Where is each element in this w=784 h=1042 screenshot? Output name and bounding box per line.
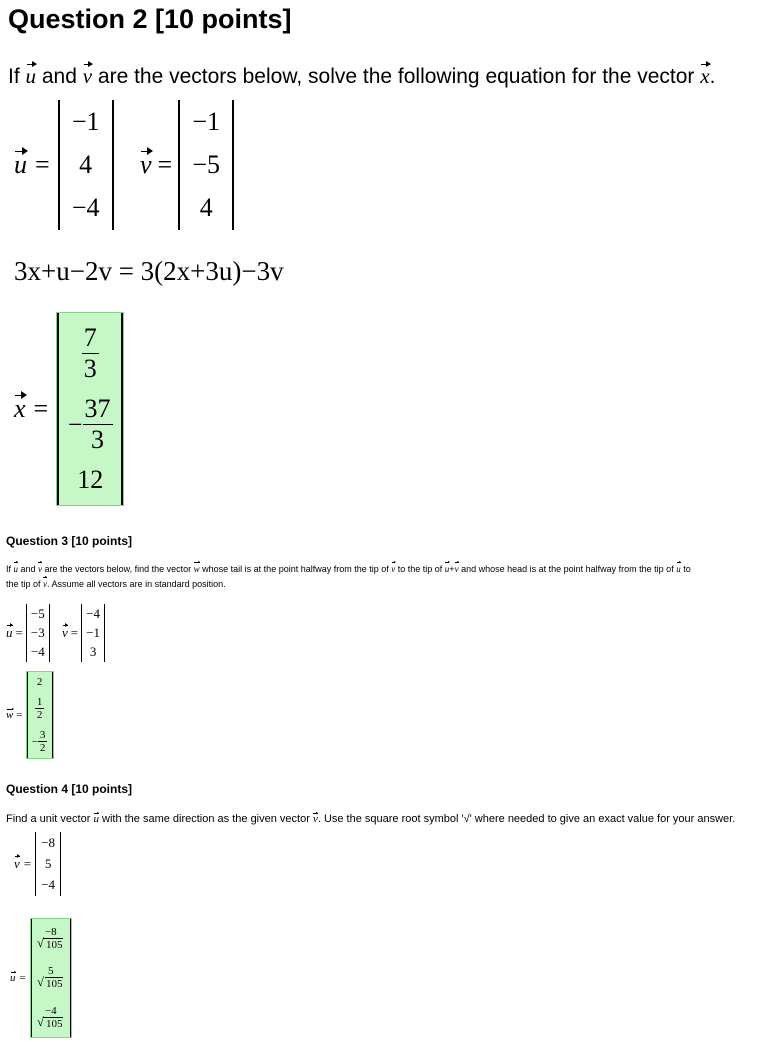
- question-2-title: Question 2 [10 points]: [8, 4, 292, 34]
- q4-v-matrix: [35, 832, 61, 896]
- matrix-cell: −4: [41, 877, 56, 893]
- matrix-cell: −5: [30, 605, 45, 621]
- q3-answer-matrix: [26, 671, 54, 759]
- question-3-prompt: If u and v are the vectors below, find the vector w whose tail is at the point halfway from the tip of v to the tip of u+v and whose head is at the point halfway from the tip of u to the tip of v. Assume all vectors are in standard position.: [6, 562, 782, 592]
- q2-u-matrix: [58, 100, 114, 230]
- answer-cell-2: $\frac{1}{2}$: [36, 696, 43, 721]
- matrix-cell: −5: [192, 149, 221, 179]
- q3-vector-u: u = −5 −3 −4: [6, 604, 50, 662]
- answer-cell-1: 2: [36, 676, 43, 688]
- matrix-cell: −1: [192, 106, 221, 136]
- matrix-cell: 4: [79, 149, 93, 179]
- answer-cell-1: $\frac{7}{3}$: [83, 323, 97, 383]
- q3-v-matrix: [81, 604, 105, 662]
- question-3-title: Question 3 [10 points]: [6, 534, 133, 548]
- q2-equation: 3x+u−2v = 3(2x+3u)−3v: [14, 256, 284, 286]
- question-4-title: Question 4 [10 points]: [6, 782, 133, 796]
- q3-vector-v: v = −4 −1 3: [62, 604, 105, 662]
- q2-vector-u: u = −1 4 −4: [14, 100, 114, 230]
- q4-answer: u = −8 √ 105 5 √ 105 −4 √ 105: [10, 918, 72, 1038]
- answer-cell-3: 12: [77, 465, 104, 494]
- matrix-cell: −1: [86, 624, 101, 640]
- answer-cell-1: −8 √ 105: [36, 926, 66, 951]
- answer-cell-2: 5 √ 105: [36, 965, 66, 990]
- question-2-prompt: If u and v are the vectors below, solve the following equation for the vector x.: [8, 64, 716, 88]
- matrix-cell: −1: [71, 106, 100, 136]
- matrix-cell: −3: [30, 624, 45, 640]
- q2-v-matrix: [178, 100, 234, 230]
- question-4-prompt: Find a unit vector u with the same direction as the given vector v. Use the square root symbol '√' where needed to give an exact value for your answer.: [6, 813, 736, 825]
- matrix-cell: 5: [44, 855, 52, 871]
- vector-x-symbol: x: [700, 64, 710, 88]
- answer-cell-2: − $\frac{37}{3}$: [67, 394, 111, 454]
- matrix-cell: 4: [199, 193, 213, 223]
- answer-cell-3: −4 √ 105: [36, 1005, 66, 1030]
- matrix-cell: −4: [71, 193, 100, 223]
- q4-vector-v: v = −8 5 −4: [14, 832, 61, 896]
- vector-v-symbol: v: [82, 64, 93, 88]
- matrix-cell: 3: [89, 644, 97, 660]
- q2-answer-matrix: [56, 312, 124, 506]
- vector-u-symbol: u: [25, 64, 37, 88]
- matrix-cell: −4: [30, 644, 45, 660]
- q2-answer: x = $\frac{7}{3}$ − $\frac{37}{3}$ 12: [14, 312, 124, 506]
- q3-u-matrix: [26, 604, 50, 662]
- answer-cell-3: − $\frac{3}{2}$: [31, 729, 46, 754]
- matrix-cell: −4: [86, 605, 101, 621]
- q3-answer: w = 2 $\frac{1}{2}$ − $\frac{3}{2}$: [6, 671, 54, 759]
- q2-vector-v: v = −1 −5 4: [140, 100, 234, 230]
- matrix-cell: −8: [41, 834, 56, 850]
- q4-answer-matrix: [30, 918, 72, 1038]
